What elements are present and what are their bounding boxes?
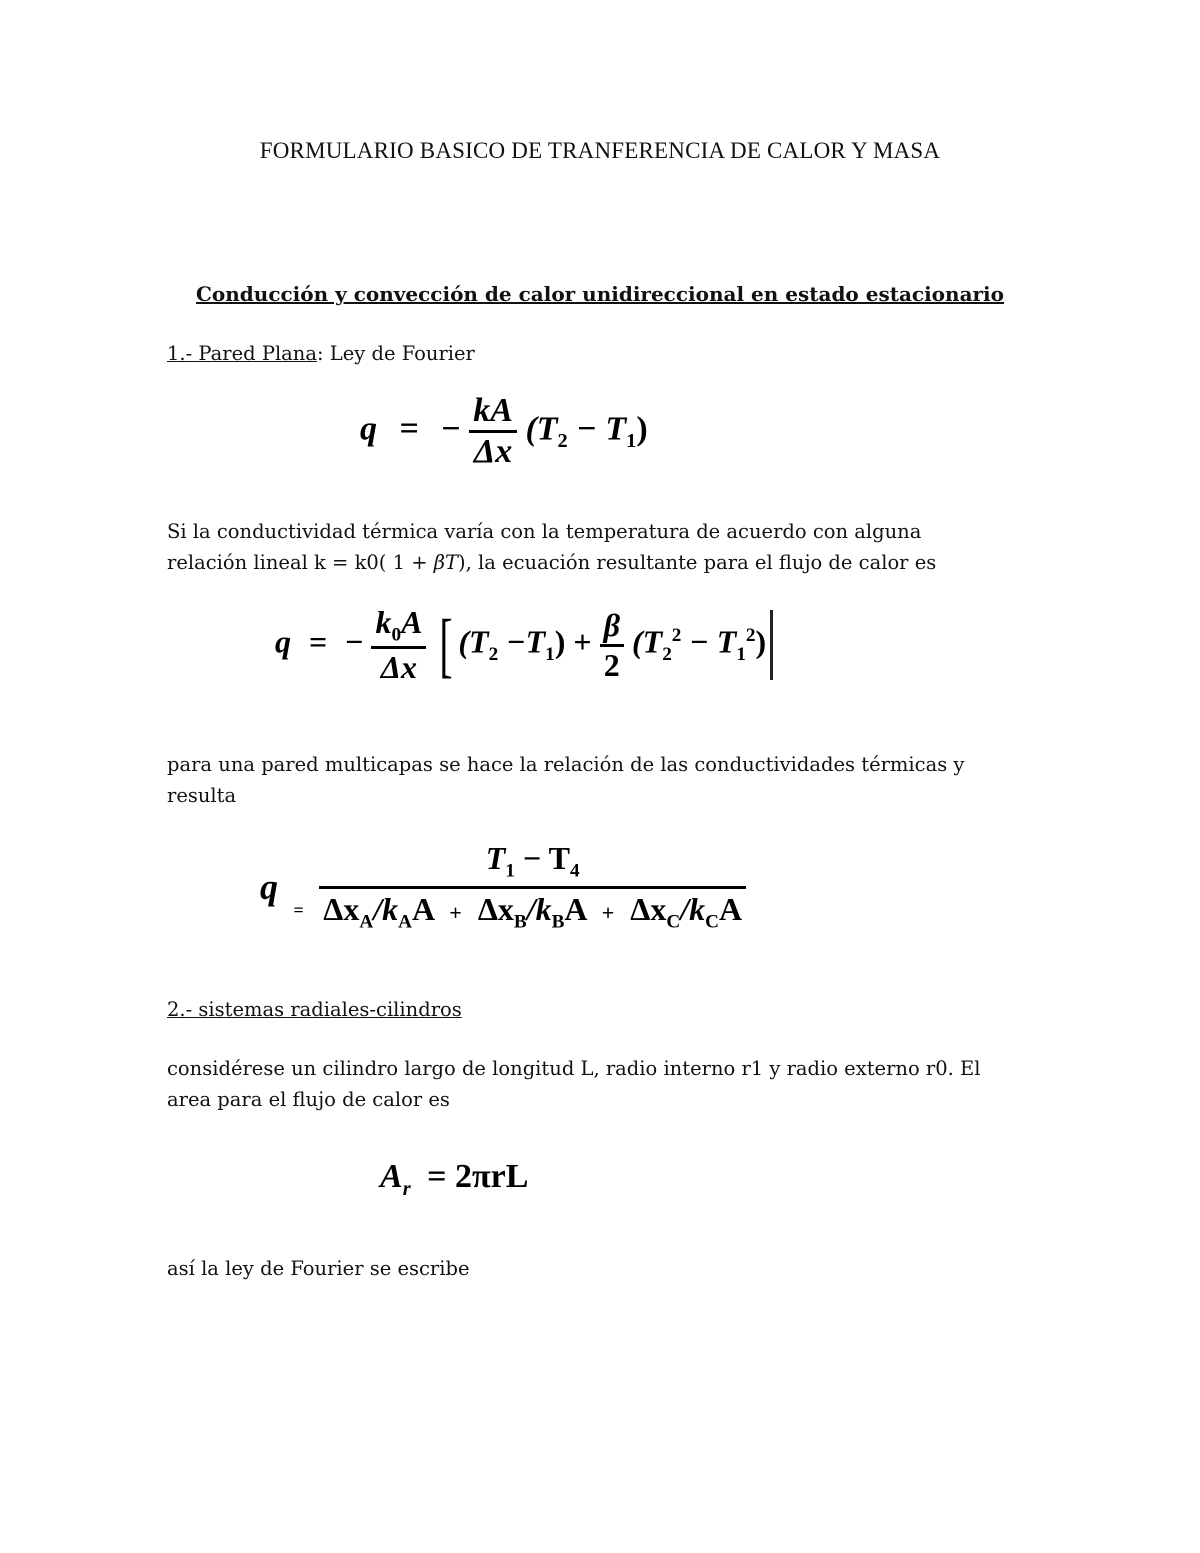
paragraph-multilayer: para una pared multicapas se hace la relación de las conductividades térmicas y resulta: [167, 753, 965, 807]
equation-cylinder-area: $A_r = 2\pi rL$: [380, 1158, 529, 1200]
document-title: FORMULARIO BASICO DE TRANFERENCIA DE CALOR Y MASA: [259, 138, 941, 163]
fraction-multilayer: $\frac{T_1 - T_4}{\Delta x_A/k_AA + \Delta x_B/k_BA + \Delta x_C/k_CA}$: [319, 840, 746, 934]
paragraph-fourier-cylinder: así la ley de Fourier se escribe: [167, 1257, 470, 1280]
fraction-beta-2: $\frac{\beta}{2}$: [600, 607, 624, 684]
item-1-rest: : Ley de Fourier: [317, 342, 475, 365]
fraction-ka-dx: $\frac{kA}{\Delta x}$: [469, 392, 517, 471]
left-bracket: [: [439, 605, 453, 686]
equation-fourier-plane-wall: q = − $\frac{kA}{\Delta x}$ $(T_2 - T_1)$: [360, 392, 648, 470]
item-2-heading: 2.- sistemas radiales-cilindros: [167, 998, 462, 1021]
fraction-k0a-dx: $\frac{k_0A}{\Delta x}$: [371, 604, 426, 686]
item-1-heading: [167, 338, 1047, 369]
paragraph-variable-conductivity: Si la conductividad térmica varía con la temperatura de acuerdo con alguna relación lineal k = k0( 1 + βT), la ecuación resultante para el flujo de calor es: [167, 520, 937, 574]
paragraph-cylinder: considérese un cilindro largo de longitud L, radio interno r1 y radio externo r0. El area para el flujo de calor es: [167, 1057, 981, 1111]
section-heading: Conducción y convección de calor unidireccional en estado estacionario: [196, 282, 1004, 306]
item-1-label: 1.- Pared Plana: [167, 342, 317, 365]
right-bracket: [770, 610, 773, 680]
equation-multilayer-wall: q $_=$ $\frac{T_1 - T_4}{\Delta x_A/k_AA + \Delta x_B/k_BA + \Delta x_C/k_CA}$: [260, 840, 746, 934]
equation-variable-conductivity: q = − $\frac{k_0A}{\Delta x}$ [ $(T_2 -T_1)$ + $\frac{\beta}{2}$ $(T_2^2 - T_1^2)$: [275, 604, 773, 686]
